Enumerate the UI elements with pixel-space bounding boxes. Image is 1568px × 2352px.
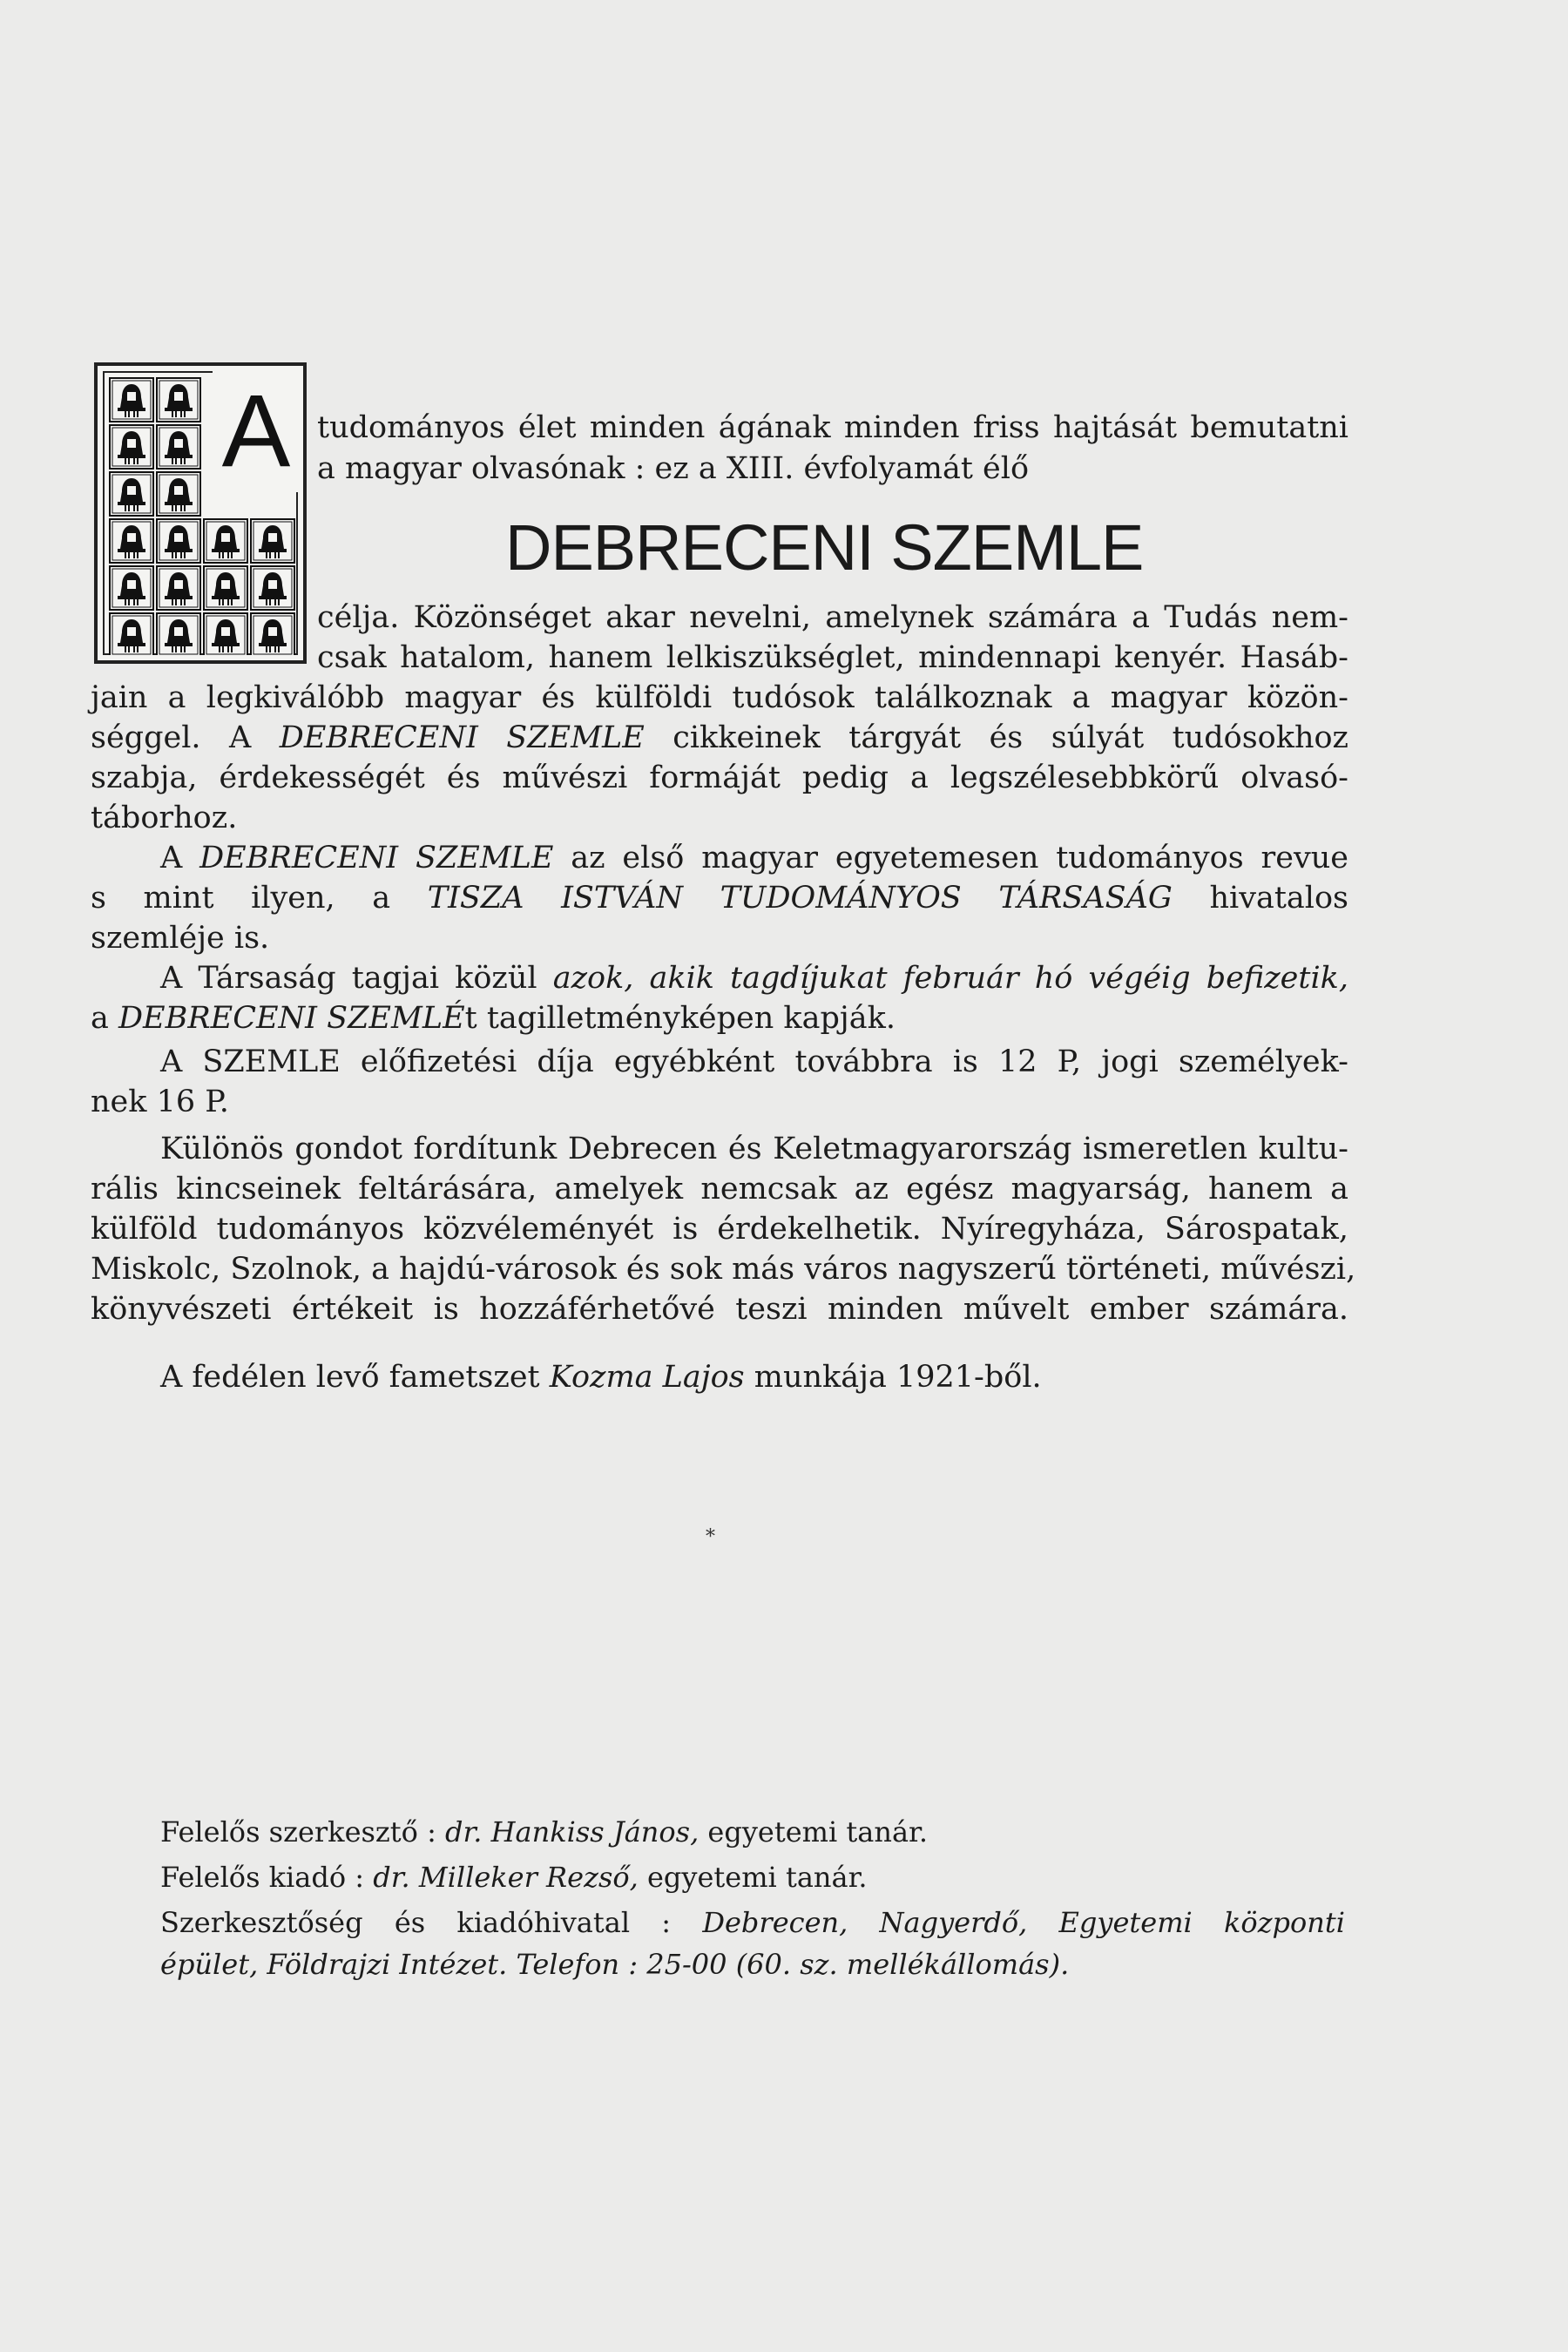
para1-line-6: táborhoz.	[91, 801, 238, 835]
imprint-editor: Felelős szerkesztő : dr. Hankiss János, egyetemi tanár.	[160, 1815, 928, 1848]
imprint-publisher: Felelős kiadó : dr. Milleker Rezső, egyetemi tanár.	[160, 1861, 868, 1894]
intro-line-1: tudományos élet minden ágának minden friss hajtását bemutatni	[317, 410, 1348, 445]
para5-line-4: Miskolc, Szolnok, a hajdú-városok és sok más város nagyszerű történeti, művészi,	[91, 1252, 1356, 1287]
imprint-office-line-1: Szerkesztőség és kiadóhivatal : Debrecen, Nagyerdő, Egyetemi központi	[160, 1906, 1346, 1939]
decorative-initial	[94, 362, 307, 664]
separator-star: *	[706, 1526, 715, 1548]
imprint-office-line-2: épület, Földrajzi Intézet. Telefon : 25-00 (60. sz. mellékállomás).	[160, 1948, 1070, 1981]
para1-line-2: csak hatalom, hanem lelkiszükséglet, mindennapi kenyér. Hasáb-	[317, 640, 1348, 675]
para5-line-3: külföld tudományos közvéleményét is érdekelhetik. Nyíregyháza, Sárospatak,	[91, 1212, 1348, 1247]
woodcut-note: A fedélen levő fametszet Kozma Lajos munkája 1921-ből.	[160, 1360, 1042, 1395]
para1-line-3: jain a legkiválóbb magyar és külföldi tudósok találkoznak a magyar közön-	[91, 680, 1348, 715]
para3-line-1: A Társaság tagjai közül azok, akik tagdíjukat február hó végéig befizetik,	[160, 961, 1348, 996]
para2-line-1: A DEBRECENI SZEMLE az első magyar egyetemesen tudományos revue	[160, 841, 1348, 875]
initial-letter: A	[213, 366, 300, 492]
para1-line-1: célja. Közönséget akar nevelni, amelynek számára a Tudás nem-	[317, 600, 1348, 635]
journal-title: DEBRECENI SZEMLE	[505, 511, 1144, 584]
para2-line-3: szemléje is.	[91, 921, 270, 956]
para1-line-4: séggel. A DEBRECENI SZEMLE cikkeinek tárgyát és súlyát tudósokhoz	[91, 720, 1348, 755]
para1-line-5: szabja, érdekességét és művészi formáját pedig a legszélesebbkörű olvasó-	[91, 760, 1348, 795]
intro-line-2: a magyar olvasónak : ez a XIII. évfolyamát élő	[317, 451, 1030, 486]
para3-line-2: a DEBRECENI SZEMLÉt tagilletményképen kapják.	[91, 1001, 896, 1036]
para5-line-1: Különös gondot fordítunk Debrecen és Keletmagyarország ismeretlen kultu-	[160, 1132, 1348, 1166]
para4-line-2: nek 16 P.	[91, 1085, 229, 1119]
para2-line-2: s mint ilyen, a TISZA ISTVÁN TUDOMÁNYOS TÁRSASÁG hivatalos	[91, 881, 1349, 916]
para4-line-1: A SZEMLE előfizetési díja egyébként továbbra is 12 P, jogi személyek-	[160, 1044, 1348, 1079]
para5-line-5: könyvészeti értékeit is hozzáférhetővé teszi minden művelt ember számára.	[91, 1292, 1348, 1327]
para5-line-2: rális kincseinek feltárására, amelyek nemcsak az egész magyarság, hanem a	[91, 1172, 1348, 1206]
